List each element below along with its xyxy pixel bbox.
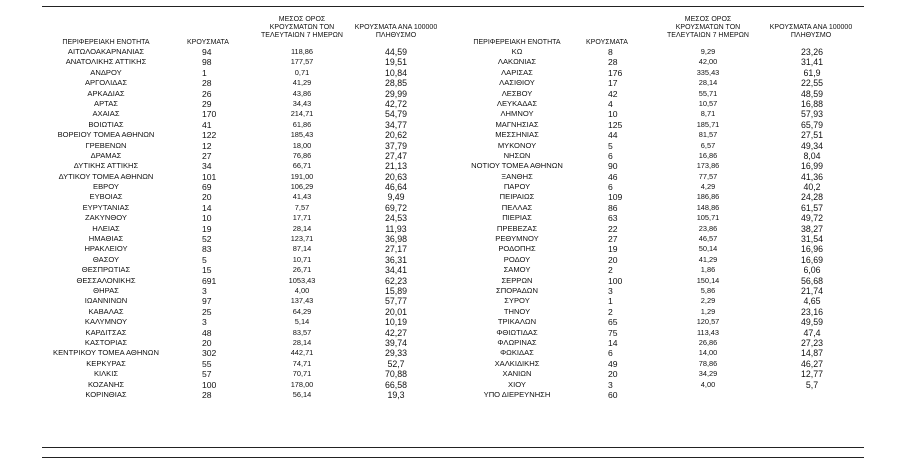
cell-per100k: 49,59	[800, 317, 823, 328]
cell-region: ΚΟΖΑΝΗΣ	[87, 379, 125, 389]
cell-per100k: 16,96	[800, 244, 823, 255]
cell-per100k	[772, 390, 852, 400]
cell-region: ΤΡΙΚΑΛΩΝ	[497, 317, 537, 327]
cell-per100k: 20,62	[384, 130, 407, 141]
cell-cases: 12	[202, 140, 212, 151]
cell-cases: 69	[202, 182, 212, 193]
left-per100k-column	[356, 47, 436, 400]
cell-region: ΜΑΓΝΗΣΙΑΣ	[495, 119, 539, 129]
cell-per100k: 16,99	[800, 161, 823, 172]
left-region-column	[42, 47, 170, 400]
cell-per100k: 14,87	[800, 348, 823, 359]
cell-region: ΑΡΓΟΛΙΔΑΣ	[84, 78, 128, 88]
cell-per100k: 27,51	[800, 130, 823, 141]
cell-per100k: 21,13	[384, 161, 407, 172]
cell-cases: 27	[608, 234, 618, 245]
cell-avg7: 6,57	[700, 140, 716, 150]
cell-region: ΞΑΝΘΗΣ	[501, 171, 533, 181]
cell-region: ΑΙΤΩΛΟΑΚΑΡΝΑΝΙΑΣ	[67, 47, 145, 56]
cell-region: ΝΟΤΙΟΥ ΤΟΜΕΑ ΑΘΗΝΩΝ	[471, 161, 563, 171]
cell-per100k: 52,7	[387, 358, 405, 369]
cell-per100k: 27,23	[800, 337, 823, 348]
cell-region: ΚΙΛΚΙΣ	[93, 369, 119, 379]
cell-per100k: 15,89	[384, 285, 407, 296]
cell-region: ΑΧΑΙΑΣ	[92, 109, 120, 119]
cell-avg7: 55,71	[698, 88, 718, 98]
cell-region: ΠΙΕΡΙΑΣ	[502, 213, 532, 223]
cell-per100k: 56,68	[800, 275, 823, 286]
cell-per100k: 9,49	[387, 192, 405, 203]
header-avg7-left: ΜΕΣΟΣ ΟΡΟΣ ΚΡΟΥΣΜΑΤΩΝ ΤΟΝ ΤΕΛΕΥΤΑΙΩΝ 7 ΗΜΕΡΩΝ	[261, 16, 343, 39]
cell-per100k: 57,77	[384, 296, 407, 307]
cell-per100k: 22,55	[800, 78, 823, 89]
header-region-left: ΠΕΡΙΦΕΡΕΙΑΚΗ ΕΝΟΤΗΤΑ	[62, 39, 150, 46]
header-region-right: ΠΕΡΙΦΕΡΕΙΑΚΗ ΕΝΟΤΗΤΑ	[473, 39, 561, 46]
cell-avg7: 105,71	[696, 213, 720, 223]
cell-region: ΔΥΤΙΚΟΥ ΤΟΜΕΑ ΑΘΗΝΩΝ	[58, 171, 154, 181]
cell-avg7: 5,14	[294, 317, 310, 327]
cell-per100k: 37,79	[384, 140, 407, 151]
cell-per100k: 23,26	[800, 47, 823, 57]
right-per100k-column	[772, 47, 852, 400]
cell-region: ΧΑΛΚΙΔΙΚΗΣ	[494, 358, 540, 368]
cell-region: ΠΕΙΡΑΙΩΣ	[499, 192, 535, 202]
cell-cases: 83	[202, 244, 212, 255]
cell-avg7: 1,86	[700, 265, 716, 275]
cell-cases: 52	[202, 234, 212, 245]
cell-per100k: 31,54	[800, 234, 823, 245]
cell-cases: 100	[608, 275, 623, 286]
cell-cases: 98	[202, 57, 212, 68]
cell-cases: 19	[202, 223, 212, 234]
right-avg7-column	[668, 47, 748, 400]
cell-avg7: 120,57	[696, 317, 720, 327]
cell-per100k: 46,64	[384, 182, 407, 193]
cell-region: ΛΗΜΝΟΥ	[500, 109, 534, 119]
cell-cases: 100	[202, 379, 217, 390]
cell-per100k: 40,2	[803, 182, 821, 193]
cell-avg7: 4,00	[294, 285, 310, 295]
cell-avg7: 186,86	[696, 192, 720, 202]
cell-per100k: 16,69	[800, 254, 823, 265]
bottom-rule-1	[42, 447, 864, 448]
cell-cases: 176	[608, 67, 623, 78]
cell-region: ΡΟΔΟΠΗΣ	[498, 244, 536, 254]
cell-region: ΣΑΜΟΥ	[503, 265, 531, 275]
cell-cases: 20	[608, 369, 618, 380]
cell-cases: 55	[202, 358, 212, 369]
cell-cases: 28	[202, 389, 212, 400]
cell-avg7: 70,71	[292, 369, 312, 379]
cell-per100k: 42,72	[384, 98, 407, 109]
header-per100k-left: ΚΡΟΥΣΜΑΤΑ ΑΝΑ 100000 ΠΛΗΘΥΣΜΟ	[354, 24, 438, 39]
cell-cases: 97	[202, 296, 212, 307]
cell-region: ΠΑΡΟΥ	[503, 182, 531, 192]
cell-avg7: 17,71	[292, 213, 312, 223]
cell-avg7: 185,71	[696, 119, 720, 129]
cell-per100k: 54,79	[384, 109, 407, 120]
cell-avg7: 43,86	[292, 88, 312, 98]
cell-per100k: 66,58	[384, 379, 407, 390]
cell-region: ΛΑΣΙΘΙΟΥ	[499, 78, 535, 88]
cell-per100k: 62,23	[384, 275, 407, 286]
cell-cases: 101	[202, 171, 217, 182]
cell-avg7: 23,86	[698, 223, 718, 233]
cell-avg7: 123,71	[290, 234, 314, 244]
cell-region: ΛΕΣΒΟΥ	[501, 88, 533, 98]
cell-cases: 6	[608, 150, 613, 161]
cell-avg7: 10,71	[292, 254, 312, 264]
cell-avg7: 34,43	[292, 98, 312, 108]
cell-region: ΘΕΣΠΡΩΤΙΑΣ	[81, 265, 131, 275]
cell-per100k: 70,88	[384, 369, 407, 380]
cell-cases: 2	[608, 306, 613, 317]
cell-cases: 1	[608, 296, 613, 307]
cell-cases: 42	[608, 88, 618, 99]
cell-per100k: 36,98	[384, 234, 407, 245]
cell-per100k: 10,19	[384, 317, 407, 328]
cell-per100k: 21,74	[800, 285, 823, 296]
cell-avg7: 41,43	[292, 192, 312, 202]
cell-region: ΘΗΡΑΣ	[93, 285, 119, 295]
cell-cases: 6	[608, 182, 613, 193]
cell-region: ΚΑΡΔΙΤΣΑΣ	[85, 327, 127, 337]
cell-avg7: 26,86	[698, 337, 718, 347]
cell-avg7: 10,57	[698, 98, 718, 108]
cell-region: ΗΛΕΙΑΣ	[92, 223, 120, 233]
cell-cases: 8	[608, 47, 613, 57]
cell-region: ΓΡΕΒΕΝΩΝ	[85, 140, 127, 150]
cell-avg7: 4,00	[700, 379, 716, 389]
cell-cases: 2	[608, 265, 613, 276]
cell-per100k: 36,31	[384, 254, 407, 265]
cell-cases: 170	[202, 109, 217, 120]
cell-region: ΒΟΡΕΙΟΥ ΤΟΜΕΑ ΑΘΗΝΩΝ	[57, 130, 155, 140]
cell-cases: 41	[202, 119, 212, 130]
cell-per100k: 38,27	[800, 223, 823, 234]
cell-cases: 20	[202, 337, 212, 348]
cell-region: ΠΡΕΒΕΖΑΣ	[496, 223, 538, 233]
cell-avg7: 66,71	[292, 161, 312, 171]
cell-region: ΗΡΑΚΛΕΙΟΥ	[84, 244, 128, 254]
cell-per100k: 20,01	[384, 306, 407, 317]
header-avg7-right: ΜΕΣΟΣ ΟΡΟΣ ΚΡΟΥΣΜΑΤΩΝ ΤΟΝ ΤΕΛΕΥΤΑΙΩΝ 7 ΗΜΕΡΩΝ	[667, 16, 749, 39]
cell-avg7: 42,00	[698, 57, 718, 67]
cell-region: ΧΙΟΥ	[508, 379, 526, 389]
cell-region: ΚΑΒΑΛΑΣ	[88, 306, 124, 316]
cell-avg7: 83,57	[292, 327, 312, 337]
cell-cases: 28	[608, 57, 618, 68]
cell-per100k: 29,33	[384, 348, 407, 359]
cell-region: ΧΑΝΙΩΝ	[502, 369, 532, 379]
cell-cases: 1	[202, 67, 207, 78]
top-rule	[42, 6, 864, 7]
cell-cases: 3	[202, 285, 207, 296]
cell-per100k: 61,9	[803, 67, 821, 78]
cell-region: ΑΝΔΡΟΥ	[90, 67, 122, 77]
cell-avg7: 214,71	[290, 109, 314, 119]
cell-cases: 14	[608, 337, 618, 348]
cell-avg7: 78,86	[698, 358, 718, 368]
cell-region: ΠΕΛΛΑΣ	[501, 202, 533, 212]
cell-per100k: 46,27	[800, 358, 823, 369]
cell-region: ΕΥΡΥΤΑΝΙΑΣ	[82, 202, 130, 212]
cell-region: ΦΩΚΙΔΑΣ	[500, 348, 534, 358]
right-region-column	[457, 47, 577, 400]
cell-region: ΚΟΡΙΝΘΙΑΣ	[85, 389, 127, 399]
cell-region: ΝΗΣΩΝ	[503, 150, 531, 160]
cell-per100k: 12,77	[800, 369, 823, 380]
cell-cases: 6	[608, 348, 613, 359]
cell-cases: 29	[202, 98, 212, 109]
cell-per100k: 19,3	[387, 389, 405, 400]
cell-cases: 94	[202, 47, 212, 57]
cell-per100k: 29,99	[384, 88, 407, 99]
cell-region: ΡΕΘΥΜΝΟΥ	[495, 234, 539, 244]
cell-avg7: 113,43	[696, 327, 720, 337]
cell-region: ΛΑΡΙΣΑΣ	[501, 67, 533, 77]
cell-avg7: 81,57	[698, 130, 718, 140]
cell-region: ΤΗΝΟΥ	[503, 306, 531, 316]
cell-avg7: 61,86	[292, 119, 312, 129]
cell-region: ΥΠΟ ΔΙΕΡΕΥΝΗΣΗ	[483, 389, 551, 399]
cell-cases: 5	[608, 140, 613, 151]
cell-avg7: 150,14	[696, 275, 720, 285]
header-cases-left: ΚΡΟΥΣΜΑΤΑ	[187, 39, 229, 46]
cell-per100k: 49,72	[800, 213, 823, 224]
cell-cases: 48	[202, 327, 212, 338]
cell-region: ΛΕΥΚΑΔΑΣ	[496, 98, 538, 108]
cell-per100k: 57,93	[800, 109, 823, 120]
cell-cases: 46	[608, 171, 618, 182]
cell-avg7: 18,00	[292, 140, 312, 150]
cell-cases: 3	[608, 379, 613, 390]
cell-cases: 63	[608, 213, 618, 224]
cell-per100k: 5,7	[805, 379, 819, 390]
cell-region: ΔΥΤΙΚΗΣ ΑΤΤΙΚΗΣ	[73, 161, 139, 171]
cell-per100k: 11,93	[385, 223, 407, 234]
cell-avg7: 77,57	[698, 171, 718, 181]
cell-avg7: 28,14	[292, 223, 312, 233]
cell-per100k: 69,72	[384, 202, 407, 213]
cell-avg7: 74,71	[292, 358, 312, 368]
cell-per100k: 27,47	[384, 150, 407, 161]
cell-region: ΘΑΣΟΥ	[92, 254, 120, 264]
cell-avg7: 7,57	[294, 202, 310, 212]
cell-avg7: 64,29	[292, 306, 312, 316]
cell-region: ΑΡΤΑΣ	[94, 98, 118, 108]
cell-cases: 57	[202, 369, 212, 380]
cell-avg7: 4,29	[700, 182, 716, 192]
cell-per100k: 65,79	[800, 119, 823, 130]
cell-per100k: 6,06	[803, 265, 821, 276]
cell-cases: 10	[202, 213, 212, 224]
cell-avg7: 191,00	[290, 171, 314, 181]
left-avg7-column	[262, 47, 342, 400]
cell-cases: 27	[202, 150, 212, 161]
cell-cases: 75	[608, 327, 618, 338]
cell-avg7: 185,43	[290, 130, 314, 140]
cell-cases: 49	[608, 358, 618, 369]
cell-avg7: 1053,43	[288, 275, 316, 285]
cell-avg7: 41,29	[292, 78, 312, 88]
cell-cases: 22	[608, 223, 618, 234]
cell-avg7: 41,29	[698, 254, 718, 264]
cell-region: ΘΕΣΣΑΛΟΝΙΚΗΣ	[76, 275, 136, 285]
cell-region: ΣΠΟΡΑΔΩΝ	[496, 285, 538, 295]
cell-cases: 25	[202, 306, 212, 317]
cell-cases: 302	[202, 348, 217, 359]
cell-cases: 26	[202, 88, 212, 99]
cell-region: ΒΟΙΩΤΙΑΣ	[88, 119, 124, 129]
cell-region: ΚΕΡΚΥΡΑΣ	[86, 358, 126, 368]
cell-region: ΦΛΩΡΙΝΑΣ	[497, 337, 537, 347]
cell-cases: 125	[608, 119, 623, 130]
cell-avg7	[668, 390, 748, 400]
cell-avg7: 442,71	[290, 348, 314, 358]
cell-region: ΗΜΑΘΙΑΣ	[88, 234, 124, 244]
cell-cases: 109	[608, 192, 623, 203]
cell-avg7: 46,57	[698, 234, 718, 244]
cell-cases: 28	[202, 78, 212, 89]
cell-per100k: 24,53	[384, 213, 407, 224]
cell-per100k: 61,57	[800, 202, 823, 213]
cell-per100k: 42,27	[384, 327, 407, 338]
cell-region: ΣΕΡΡΩΝ	[501, 275, 533, 285]
cell-per100k: 34,77	[384, 119, 407, 130]
cell-avg7: 137,43	[290, 296, 314, 306]
cell-region: ΔΡΑΜΑΣ	[90, 150, 122, 160]
cell-cases: 20	[608, 254, 618, 265]
bottom-rule-2	[42, 457, 864, 458]
cell-cases: 14	[202, 202, 212, 213]
cell-cases: 15	[202, 265, 212, 276]
cell-per100k: 24,28	[800, 192, 823, 203]
cell-per100k: 23,16	[800, 306, 823, 317]
cell-per100k: 39,74	[384, 337, 407, 348]
cell-region: ΜΥΚΟΝΟΥ	[497, 140, 537, 150]
left-cases-column	[202, 47, 242, 400]
cell-cases: 5	[202, 254, 207, 265]
cell-avg7: 118,86	[290, 47, 314, 56]
cell-cases: 122	[202, 130, 217, 141]
cell-region: ΜΕΣΣΗΝΙΑΣ	[495, 130, 539, 140]
cell-avg7: 56,14	[292, 389, 312, 399]
cell-avg7: 335,43	[696, 67, 720, 77]
cell-per100k: 4,65	[803, 296, 821, 307]
cell-per100k: 34,41	[384, 265, 407, 276]
cell-per100k: 27,17	[384, 244, 407, 255]
cell-region: ΖΑΚΥΝΘΟΥ	[85, 213, 127, 223]
cell-avg7: 8,71	[700, 109, 716, 119]
cell-region: ΣΥΡΟΥ	[504, 296, 530, 306]
cell-region: ΑΝΑΤΟΛΙΚΗΣ ΑΤΤΙΚΗΣ	[65, 57, 147, 67]
cell-region: ΦΘΙΩΤΙΔΑΣ	[496, 327, 538, 337]
cell-avg7: 5,86	[700, 285, 716, 295]
cell-avg7: 16,86	[698, 150, 718, 160]
cell-avg7: 0,71	[294, 67, 310, 77]
cell-region: ΙΩΑΝΝΙΝΩΝ	[84, 296, 128, 306]
cell-avg7: 173,86	[696, 161, 720, 171]
cell-cases: 3	[202, 317, 207, 328]
cell-avg7: 106,29	[290, 182, 314, 192]
cell-cases: 86	[608, 202, 618, 213]
header-cases-right: ΚΡΟΥΣΜΑΤΑ	[586, 39, 628, 46]
cell-cases: 4	[608, 98, 613, 109]
cell-avg7: 2,29	[700, 296, 716, 306]
cell-cases: 34	[202, 161, 212, 172]
right-cases-column	[608, 47, 648, 400]
cell-region: ΚΑΣΤΟΡΙΑΣ	[84, 337, 128, 347]
cell-avg7: 26,71	[292, 265, 312, 275]
cell-cases: 65	[608, 317, 618, 328]
cell-per100k: 10,84	[384, 67, 407, 78]
cell-cases: 691	[202, 275, 217, 286]
cell-per100k: 44,59	[384, 47, 407, 57]
cell-region: ΚΑΛΥΜΝΟΥ	[84, 317, 128, 327]
cell-per100k: 47,4	[803, 327, 821, 338]
cell-avg7: 50,14	[698, 244, 718, 254]
cell-cases: 10	[608, 109, 618, 120]
cell-cases: 90	[608, 161, 618, 172]
cell-per100k: 48,59	[800, 88, 823, 99]
cell-cases: 19	[608, 244, 618, 255]
cell-per100k: 16,88	[800, 98, 823, 109]
cell-per100k: 28,85	[384, 78, 407, 89]
cell-per100k: 41,36	[800, 171, 823, 182]
cell-per100k: 31,41	[800, 57, 823, 68]
cell-per100k: 8,04	[803, 150, 821, 161]
cell-region: ΕΥΒΟΙΑΣ	[89, 192, 123, 202]
cell-cases: 3	[608, 285, 613, 296]
cell-region: ΚΕΝΤΡΙΚΟΥ ΤΟΜΕΑ ΑΘΗΝΩΝ	[53, 348, 159, 358]
cell-avg7: 87,14	[292, 244, 312, 254]
cell-region: ΚΩ	[511, 47, 523, 56]
cell-avg7: 9,29	[700, 47, 716, 56]
cell-region: ΛΑΚΩΝΙΑΣ	[497, 57, 537, 67]
cell-cases: 44	[608, 130, 618, 141]
cell-avg7: 28,14	[698, 78, 718, 88]
cell-region: ΕΒΡΟΥ	[93, 182, 119, 192]
cell-region: ΑΡΚΑΔΙΑΣ	[87, 88, 125, 98]
cell-region: ΡΟΔΟΥ	[503, 254, 531, 264]
cell-per100k: 19,51	[384, 57, 407, 68]
cell-per100k: 20,63	[384, 171, 407, 182]
cell-cases: 17	[608, 78, 618, 89]
cell-cases: 60	[608, 389, 618, 400]
cell-avg7: 177,57	[290, 57, 314, 67]
cell-avg7: 34,29	[698, 369, 718, 379]
cell-cases: 20	[202, 192, 212, 203]
cell-avg7: 14,00	[698, 348, 718, 358]
cell-avg7: 148,86	[696, 202, 720, 212]
header-per100k-right: ΚΡΟΥΣΜΑΤΑ ΑΝΑ 100000 ΠΛΗΘΥΣΜΟ	[769, 24, 853, 39]
cell-avg7: 76,86	[292, 150, 312, 160]
cell-per100k: 49,34	[800, 140, 823, 151]
cell-avg7: 178,00	[290, 379, 314, 389]
cell-avg7: 1,29	[700, 306, 716, 316]
cell-avg7: 28,14	[292, 337, 312, 347]
